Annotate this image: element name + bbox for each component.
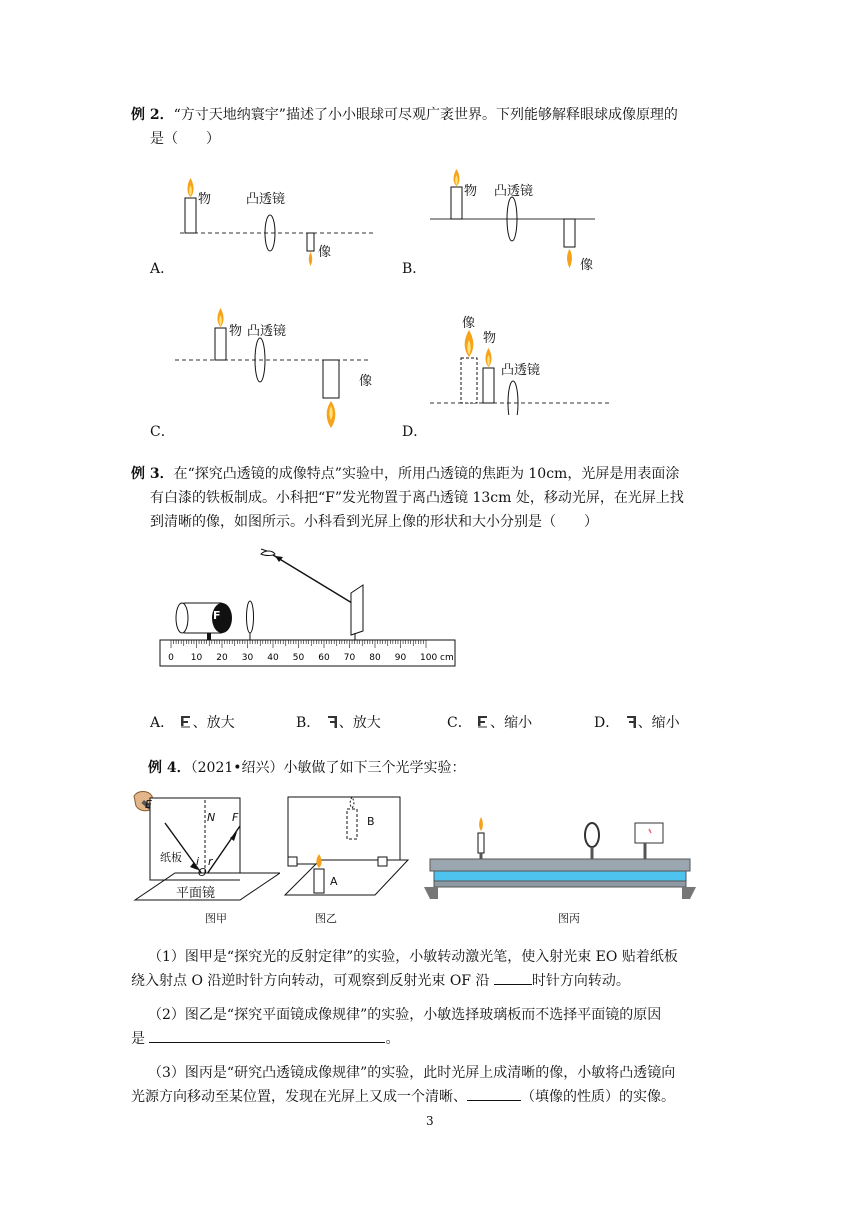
fig-jia-label-o: O <box>198 866 207 879</box>
ruler-tick-label: 0 <box>168 653 174 663</box>
ex4-q1-line2: 绕入射点 O 沿逆时针方向转动，可观察到反射光束 OF 沿 时针方向转动。 <box>131 968 630 994</box>
ex3-line3: 到清晰的像，如图所示。小科看到光屏上像的形状和大小分别是（ ） <box>150 514 598 530</box>
ex4-intro-line: 例 4．（2021•绍兴）小敏做了如下三个光学实验： <box>148 760 466 776</box>
fig-yi-label-b: B <box>367 815 375 828</box>
ex3-apparatus-figure <box>155 545 460 670</box>
ex2-d-lens-label: 凸透镜 <box>501 363 541 378</box>
ex2-b-lens-label: 凸透镜 <box>494 184 534 199</box>
ruler-tick-label: 90 <box>394 653 407 663</box>
ex4-q3-line1: （3）图丙是“研究凸透镜成像规律”的实验，此时光屏上成清晰的像，小敏将凸透镜向 <box>148 1065 676 1081</box>
ex2-a-object-label: 物 <box>198 192 212 207</box>
ruler-tick-label: 30 <box>241 653 254 663</box>
ruler-tick-label: 60 <box>318 653 330 663</box>
ex2-option-b: B． <box>402 261 427 277</box>
ex3-option-c: C． 、缩小 <box>447 715 533 731</box>
fig-jia-label-i: i <box>196 855 200 868</box>
fig-bing-caption: 图丙 <box>558 912 580 925</box>
ex4-figure-yi <box>280 795 410 905</box>
f-image-icon-b <box>325 715 339 729</box>
ex2-option-a: A． <box>150 261 175 277</box>
ex4-q2-blank[interactable] <box>149 1028 385 1043</box>
ex2-line2: 是（ ） <box>150 131 220 147</box>
ex4-label: 例 4． <box>148 760 191 776</box>
fig-jia-label-r: r <box>208 855 213 868</box>
ruler-tick-label: 40 <box>267 653 279 663</box>
fig-jia-label-e: E <box>145 798 152 811</box>
ex2-option-c: C． <box>150 424 175 440</box>
fig-jia-label-n: N <box>207 811 216 824</box>
ex2-d-object-label: 物 <box>483 331 497 346</box>
fig-jia-caption: 图甲 <box>205 912 227 925</box>
ruler-tick-label: 20 <box>216 653 228 663</box>
page-number: 3 <box>426 1114 434 1128</box>
ex4-figure-jia <box>130 788 280 923</box>
ex3-label: 例 3． <box>131 466 174 482</box>
ex3-option-d: D． 、缩小 <box>594 715 680 731</box>
ruler-tick-label: 100 cm <box>420 653 454 663</box>
ex3-line2: 有白漆的铁板制成。小科把“F”发光物置于离凸透镜 13cm 处，移动光屏，在光屏上找 <box>150 490 684 506</box>
fig-jia-label-f: F <box>232 811 239 824</box>
ruler-tick-label: 50 <box>292 653 305 663</box>
ex2-a-lens-label: 凸透镜 <box>246 192 286 207</box>
fig-yi-caption: 图乙 <box>315 912 337 925</box>
ex2-a-image-label: 像 <box>318 245 332 260</box>
ex2-figure-a <box>160 170 390 275</box>
ex2-c-lens-label: 凸透镜 <box>247 324 287 339</box>
ex2-c-image-label: 像 <box>359 374 373 389</box>
ex3-option-b: B． 、放大 <box>296 715 381 731</box>
ex2-c-object-label: 物 <box>229 324 243 339</box>
ex2-b-image-label: 像 <box>580 258 594 273</box>
ex4-q3-line2: 光源方向移动至某位置，发现在光屏上又成一个清晰、 （填像的性质）的实像。 <box>131 1084 675 1110</box>
fig-jia-label-board: 纸板 <box>160 851 182 864</box>
f-image-icon-c <box>476 715 490 729</box>
f-image-icon-d <box>624 715 638 729</box>
ex4-figure-bing <box>420 815 700 910</box>
ruler-tick-label: 70 <box>343 653 356 663</box>
ex3-line1: 例 3．在“探究凸透镜的成像特点”实验中，所用凸透镜的焦距为 10cm，光屏是用表面涂 <box>131 466 680 482</box>
ex2-line1: 例 2．“方寸天地纳寰宇”描述了小小眼球可尽观广袤世界。下列能够解释眼球成像原理的 <box>131 107 678 123</box>
ex2-option-d: D． <box>402 424 428 440</box>
ex2-label: 例 2． <box>131 107 174 123</box>
ex2-d-image-label: 像 <box>462 316 476 331</box>
ex3-option-a: A． 、放大 <box>150 715 235 731</box>
fig-jia-label-mirror: 平面镜 <box>176 886 216 901</box>
ruler-tick-label: 80 <box>369 653 381 663</box>
ex4-q3-blank[interactable] <box>467 1086 521 1101</box>
ex4-q2-line2: 是 。 <box>131 1026 399 1052</box>
fig-yi-label-a: A <box>330 875 338 888</box>
ruler-tick-label: 10 <box>190 653 203 663</box>
ex2-b-object-label: 物 <box>464 184 478 199</box>
ex4-q2-line1: （2）图乙是“探究平面镜成像规律”的实验，小敏选择玻璃板而不选择平面镜的原因 <box>148 1007 662 1023</box>
ex3-f-letter: F <box>213 609 221 622</box>
f-image-icon-a <box>179 715 193 729</box>
ex4-q1-blank[interactable] <box>494 970 532 985</box>
ex4-q1-line1: （1）图甲是“探究光的反射定律”的实验，小敏转动激光笔，使入射光束 EO 贴着纸板 <box>148 949 678 965</box>
